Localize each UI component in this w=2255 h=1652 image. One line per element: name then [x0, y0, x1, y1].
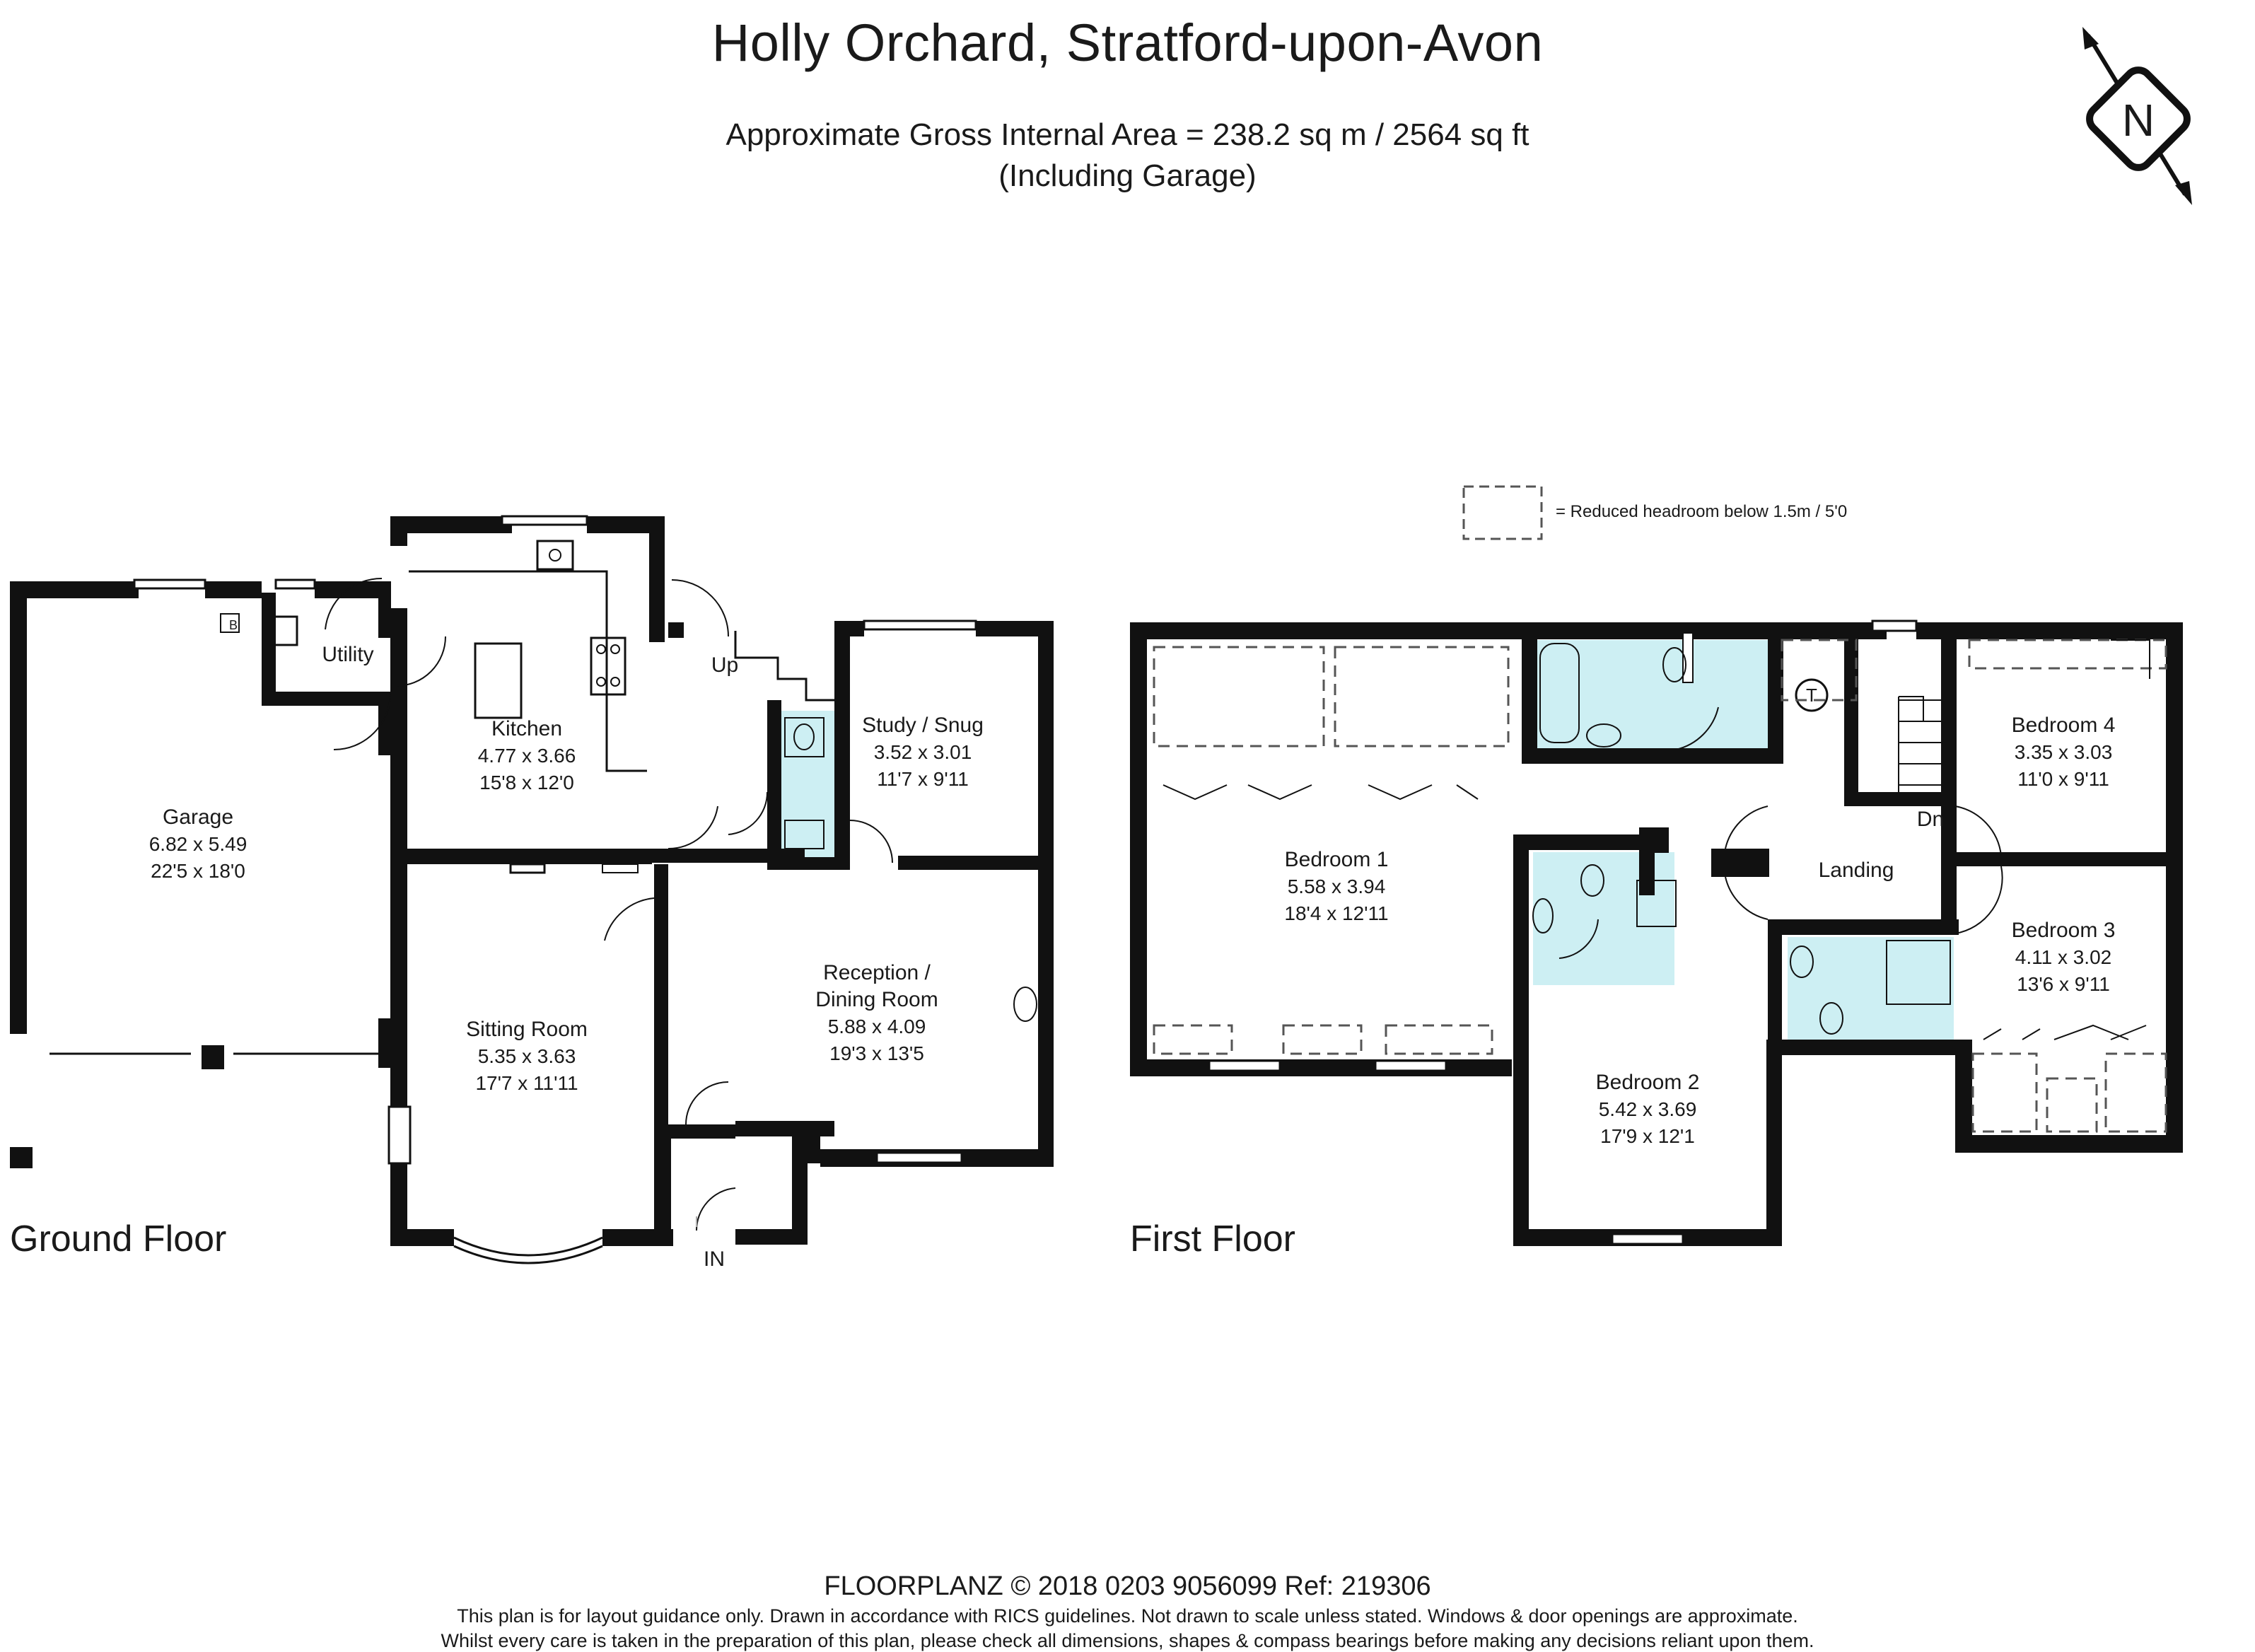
page-title: Holly Orchard, Stratford-upon-Avon: [711, 13, 1544, 72]
stairs-down-label: Dn: [1916, 808, 1945, 831]
garage-note-text: (Including Garage): [998, 158, 1257, 193]
landing-label: Landing: [1818, 859, 1894, 882]
svg-text:6.82 x 5.49: 6.82 x 5.49: [148, 833, 247, 855]
svg-text:11'0 x 9'11: 11'0 x 9'11: [2017, 768, 2109, 790]
svg-text:15'8 x 12'0: 15'8 x 12'0: [479, 772, 574, 793]
svg-text:Bedroom 4: Bedroom 4: [2011, 714, 2116, 737]
svg-text:18'4 x 12'11: 18'4 x 12'11: [1284, 902, 1389, 924]
svg-text:Bedroom 3: Bedroom 3: [2011, 919, 2116, 942]
svg-text:Sitting Room: Sitting Room: [466, 1018, 588, 1041]
entrance-label: IN: [704, 1247, 725, 1271]
svg-text:Study / Snug: Study / Snug: [862, 714, 984, 737]
svg-text:Dining Room: Dining Room: [815, 988, 938, 1011]
footer-disclaimer-2: Whilst every care is taken in the preparation of this plan, please check all dimensions, shapes & compass bearings before making any decisions reliant upon them.: [441, 1630, 1814, 1651]
bedroom1-label: [1284, 848, 1388, 924]
svg-text:11'7 x 9'11: 11'7 x 9'11: [877, 768, 969, 790]
svg-text:19'3 x 13'5: 19'3 x 13'5: [829, 1042, 924, 1064]
ground-floor-plan: [10, 516, 1054, 1263]
shower-room: [1788, 937, 1954, 1043]
svg-text:Bedroom 1: Bedroom 1: [1284, 848, 1389, 871]
boiler-label: B: [228, 618, 238, 632]
kitchen-label: [478, 717, 576, 793]
svg-text:Garage: Garage: [162, 805, 234, 829]
svg-text:Bedroom 2: Bedroom 2: [1595, 1071, 1700, 1094]
reception-label: [815, 961, 938, 1064]
svg-text:5.35 x 3.63: 5.35 x 3.63: [477, 1045, 576, 1067]
garage-label: [149, 805, 247, 882]
stairs-up-label: Up: [711, 653, 739, 677]
sitting-room-label: [466, 1018, 588, 1094]
compass-icon: [2082, 27, 2192, 205]
svg-text:3.52 x 3.01: 3.52 x 3.01: [873, 741, 972, 763]
svg-text:Reception /: Reception /: [823, 961, 931, 984]
study-label: [862, 714, 984, 790]
svg-text:5.88 x 4.09: 5.88 x 4.09: [827, 1016, 926, 1037]
svg-text:5.42 x 3.69: 5.42 x 3.69: [1598, 1098, 1697, 1120]
footer-credit: FLOORPLANZ © 2018 0203 9056099 Ref: 219306: [824, 1571, 1431, 1601]
utility-label: Utility: [322, 643, 374, 666]
svg-text:13'6 x 9'11: 13'6 x 9'11: [2017, 973, 2110, 995]
svg-text:4.77 x 3.66: 4.77 x 3.66: [477, 745, 576, 767]
bedroom2-label: [1596, 1071, 1700, 1147]
svg-text:5.58 x 3.94: 5.58 x 3.94: [1287, 876, 1386, 897]
ground-floor-label: Ground Floor: [10, 1218, 227, 1260]
bedroom3-label: [2012, 919, 2116, 995]
svg-text:17'9 x 12'1: 17'9 x 12'1: [1600, 1125, 1695, 1147]
first-floor-label: First Floor: [1130, 1218, 1295, 1260]
svg-text:4.11 x 3.02: 4.11 x 3.02: [2015, 946, 2112, 968]
footer-disclaimer-1: This plan is for layout guidance only. Drawn in accordance with RICS guidelines. Not drawn to scale unless stated. Windows & door openings are approximate.: [457, 1605, 1798, 1627]
bedroom4-label: [2012, 714, 2116, 790]
legend-swatch: [1464, 487, 1542, 539]
svg-text:22'5 x 18'0: 22'5 x 18'0: [151, 860, 245, 882]
svg-text:Kitchen: Kitchen: [491, 717, 563, 740]
legend-text: = Reduced headroom below 1.5m / 5'0: [1556, 502, 1848, 521]
svg-text:17'7 x 11'11: 17'7 x 11'11: [475, 1072, 578, 1094]
family-bathroom: [1534, 640, 1771, 750]
tank-label: T: [1806, 685, 1817, 706]
svg-text:3.35 x 3.03: 3.35 x 3.03: [2014, 741, 2113, 763]
gross-area-text: Approximate Gross Internal Area = 238.2 sq m / 2564 sq ft: [726, 117, 1529, 152]
compass-north-label: N: [2121, 95, 2155, 146]
